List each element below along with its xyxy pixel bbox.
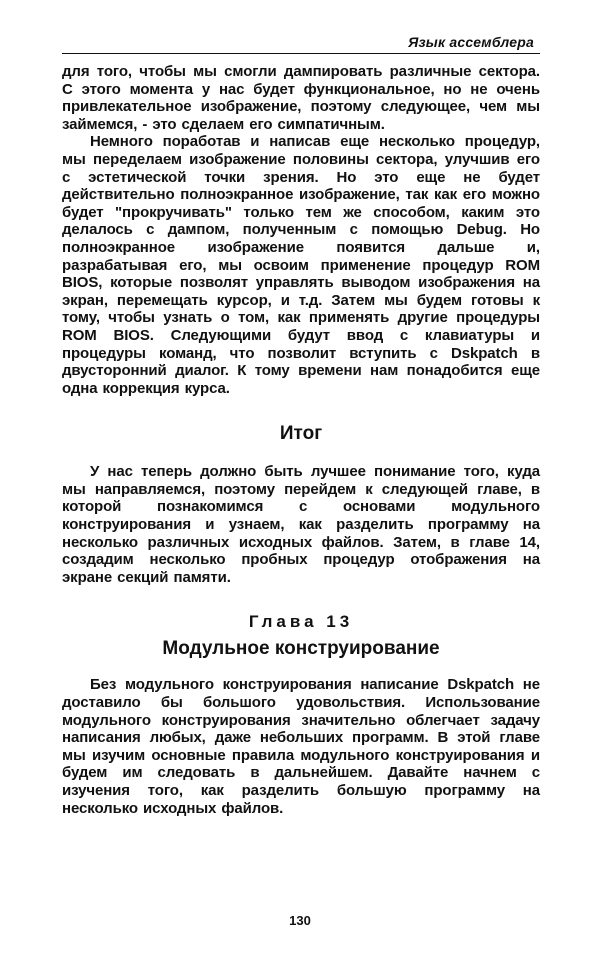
header-rule — [62, 53, 540, 54]
body-paragraph-2: Немного поработав и написав еще несколько процедур, мы переделаем изображение половины сектора, улучшив его с эстетической точки зрения. Но это еще не будет действительно полноэкранное изображение, так как его можно будет "прокручивать" только тем же способом, каким это делалось с дампом, полученным с помощью Debug. Но полноэкранное изображение появится дальше и, разрабатывая его, мы освоим применение процедур ROM BIOS, которые позволят управлять выводом изображения на экран, перемещать курсор, и т.д. Затем мы будем готовы к тому, чтобы узнать о том, как применять другие процедуры ROM BIOS. Следующими будут ввод с клавиатуры и процедуры команд, что позволит вступить с Dskpatch в двусторонний диалог. К тому времени нам понадобится еще одна коррекция курса. — [62, 133, 540, 397]
chapter-title: Модульное конструирование — [162, 638, 440, 660]
summary-paragraph: У нас теперь должно быть лучшее понимание того, куда мы направляемся, поэтому перейдем к следующей главе, в которой познакомимся с основами модульного конструирования и узнаем, как разделить программу на несколько различных исходных файлов. Затем, в главе 14, создадим несколько пробных процедур отображения на экране секций памяти. — [62, 463, 540, 586]
page-number: 130 — [289, 913, 311, 928]
chapter-label: Глава 13 — [248, 612, 354, 632]
page-content — [62, 34, 540, 817]
running-head: Язык ассемблера — [408, 34, 534, 50]
chapter-paragraph: Без модульного конструирования написание Dskpatch не доставило бы большого удовольствия. Использование модульного конструирования значительно облегчает задачу написания любых, даже небольших программ. В этой главе мы изучим основные правила модульного конструирования и будем им следовать в дальнейшем. Давайте начнем с изучения того, как разделить большую программу на несколько исходных файлов. — [62, 676, 540, 817]
body-paragraph-1: для того, чтобы мы смогли дампировать различные сектора. С этого момента у нас будет функциональное, но не очень привлекательное изображение, поэтому следующее, чем мы займемся, - это сделаем его симпатичным. — [62, 63, 540, 133]
section-title-summary: Итог — [279, 423, 323, 445]
